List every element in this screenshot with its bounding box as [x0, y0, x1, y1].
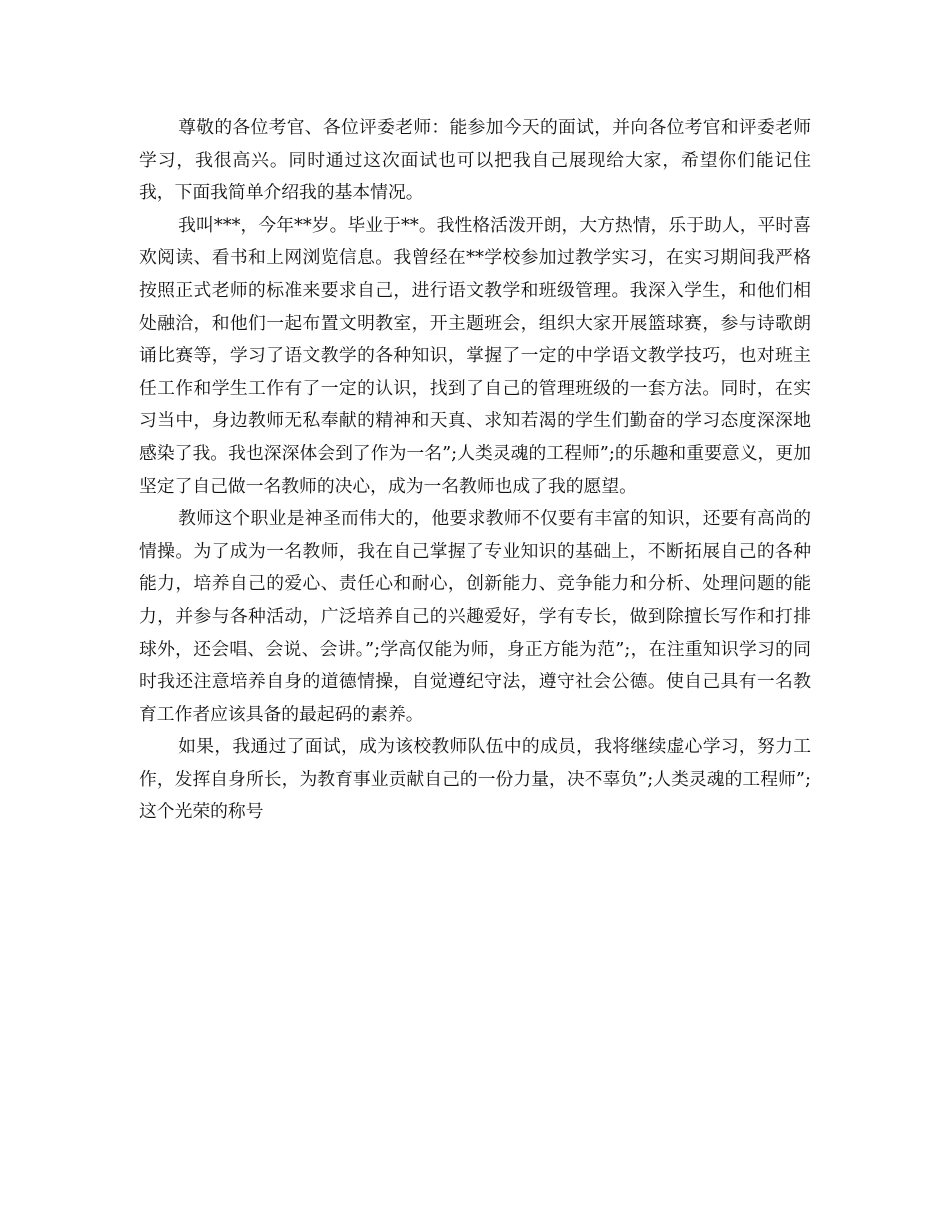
- paragraph-self-introduction: 我叫***，今年**岁。毕业于**。我性格活泼开朗，大方热情，乐于助人，平时喜欢阅读、看书和上网浏览信息。我曾经在**学校参加过教学实习，在实习期间我严格按照正式老师的标准来要求自己，进行语文教学和班级管理。我深入学生，和他们相处融洽，和他们一起布置文明教室，开主题班会，组织大家开展篮球赛，参与诗歌朗诵比赛等，学习了语文教学的各种知识，掌握了一定的中学语文教学技巧，也对班主任工作和学生工作有了一定的认识，找到了自己的管理班级的一套方法。同时，在实习当中，身边教师无私奉献的精神和天真、求知若渴的学生们勤奋的学习态度深深地感染了我。我也深深体会到了作为一名”;人类灵魂的工程师”;的乐趣和重要意义，更加坚定了自己做一名教师的决心，成为一名教师也成了我的愿望。: [139, 214, 811, 497]
- paragraph-teaching-career: 教师这个职业是神圣而伟大的，他要求教师不仅要有丰富的知识，还要有高尚的情操。为了成为一名教师，我在自己掌握了专业知识的基础上，不断拓展自己的各种能力，培养自己的爱心、责任心和耐心，创新能力、竞争能力和分析、处理问题的能力，并参与各种活动，广泛培养自己的兴趣爱好，学有专长，做到除擅长写作和打排球外，还会唱、会说、会讲。”;学高仅能为师，身正方能为范”;，在注重知识学习的同时我还注意培养自身的道德情操，自觉遵纪守法，遵守社会公德。使自己具有一名教育工作者应该具备的最起码的素养。: [139, 508, 811, 725]
- paragraph-closing: 如果，我通过了面试，成为该校教师队伍中的成员，我将继续虚心学习，努力工作，发挥自身所长，为教育事业贡献自己的一份力量，决不辜负”;人类灵魂的工程师”;这个光荣的称号: [139, 736, 811, 823]
- paragraph-greeting: 尊敬的各位考官、各位评委老师：能参加今天的面试，并向各位考官和评委老师学习，我很高兴。同时通过这次面试也可以把我自己展现给大家，希望你们能记住我，下面我简单介绍我的基本情况。: [139, 117, 811, 204]
- document-body: [139, 112, 811, 829]
